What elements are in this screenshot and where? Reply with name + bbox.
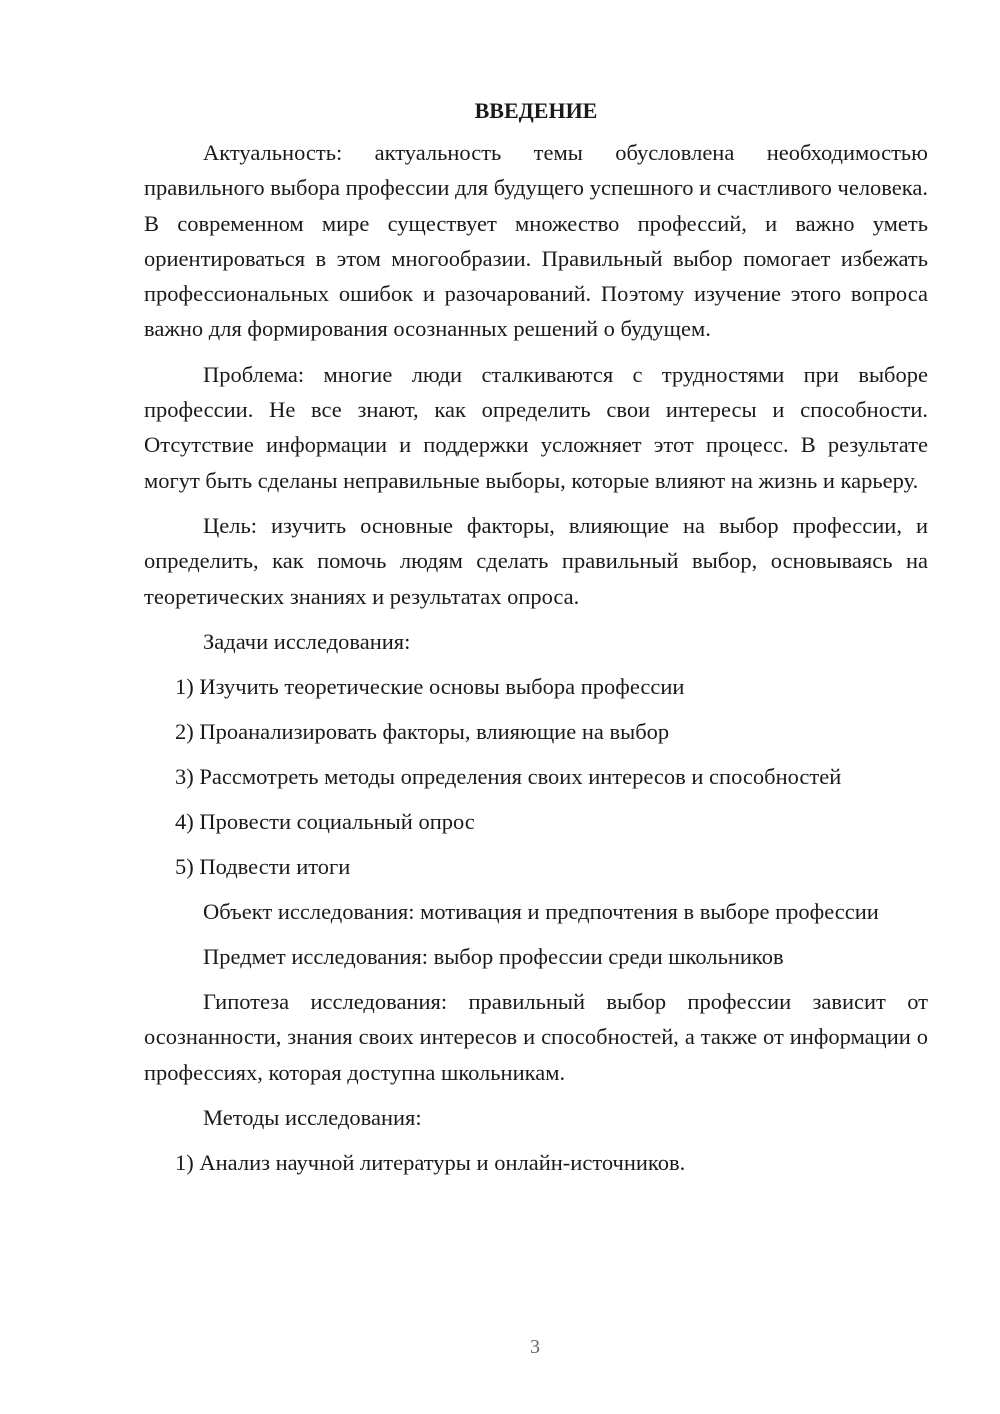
subject-paragraph: Предмет исследования: выбор профессии среди школьников [203,944,784,970]
methods-heading: Методы исследования: [203,1105,422,1131]
task-item: 5) Подвести итоги [175,853,351,879]
page-content [144,93,928,1190]
task-item: 2) Проанализировать факторы, влияющие на выбор [175,718,670,744]
tasks-list [144,669,928,884]
problem-paragraph: Проблема: многие люди сталкиваются с трудностями при выборе профессии. Не все знают, как определить свои интересы и способности. Отсутствие информации и поддержки усложняет этот процесс. В результате могут быть сделаны неправильные выборы, которые влияют на жизнь и карьеру. [144,361,928,493]
task-item: 3) Рассмотреть методы определения своих интересов и способностей [175,763,842,789]
methods-list [144,1145,928,1180]
method-item: 1) Анализ научной литературы и онлайн-источников. [175,1150,686,1176]
page-title: ВВЕДЕНИЕ [474,98,598,123]
tasks-heading: Задачи исследования: [203,628,411,654]
task-item: 4) Провести социальный опрос [175,808,475,834]
goal-paragraph: Цель: изучить основные факторы, влияющие на выбор профессии, и определить, как помочь людям сделать правильный выбор, основываясь на теоретических знаниях и результатах опроса. [144,512,928,609]
page-number: 3 [530,1336,540,1358]
object-paragraph: Объект исследования: мотивация и предпочтения в выборе профессии [203,898,879,924]
task-item: 1) Изучить теоретические основы выбора профессии [175,673,685,699]
relevance-paragraph: Актуальность: актуальность темы обусловлена необходимостью правильного выбора профессии для будущего успешного и счастливого человека. В современном мире существует множество профессий, и важно уметь ориентироваться в этом многообразии. Правильный выбор помогает избежать профессиональных ошибок и разочарований. Поэтому изучение этого вопроса важно для формирования осознанных решений о будущем. [144,140,928,342]
hypothesis-paragraph: Гипотеза исследования: правильный выбор профессии зависит от осознанности, знания своих интересов и способностей, а также от информации о профессиях, которая доступна школьникам. [144,989,928,1085]
